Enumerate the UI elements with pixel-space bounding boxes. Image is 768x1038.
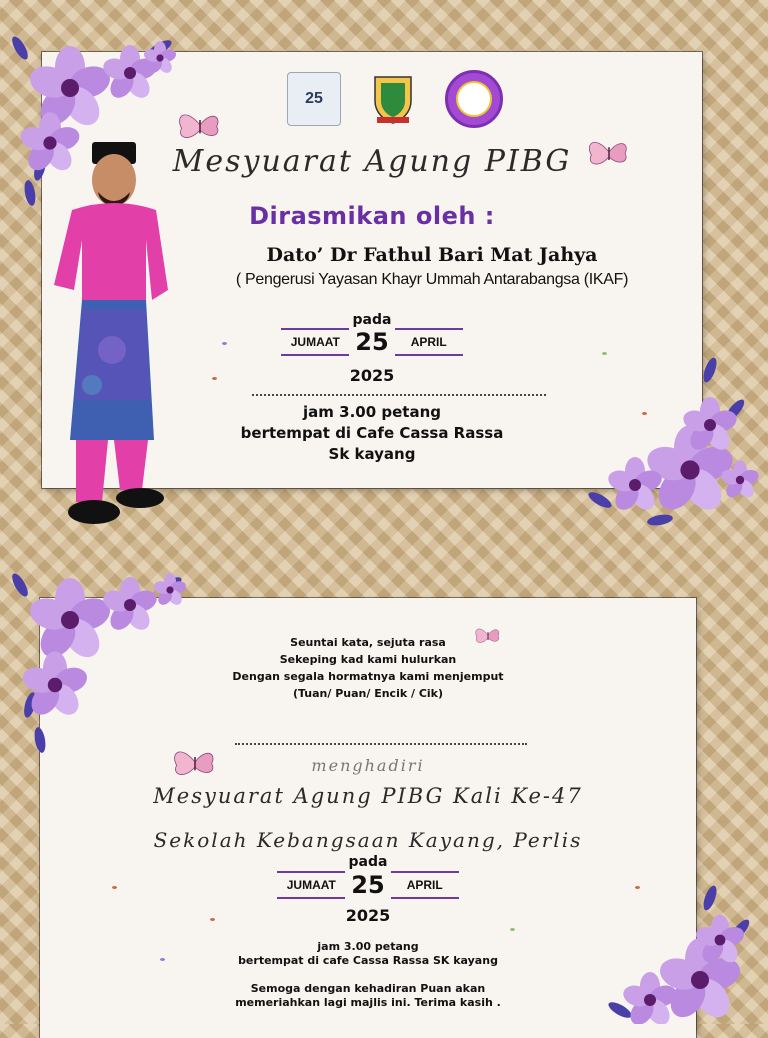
time-text: jam 3.00 petang [303,403,441,421]
school-anniversary-logo [287,72,341,126]
flower-cluster-top-left [0,18,200,218]
poem-line-2: Sekeping kad kami hulurkan [279,653,457,666]
attend-label: menghadiri [311,756,425,775]
butterfly-icon [170,735,220,789]
event-title: Mesyuarat Agung PIBG [172,144,572,179]
venue-block [162,402,582,465]
date-block [190,871,546,899]
confetti-dot [210,918,215,921]
venue-line-2: Sk kayang [328,445,416,463]
venue-line-1: bertempat di Cafe Cassa Rassa [240,424,504,442]
day-label: JUMAAT [277,871,345,899]
crest-shield-icon [371,73,415,125]
closing-line-1: Semoga dengan kehadiran Puan akan [250,982,486,995]
date-number: 25 [351,871,385,899]
butterfly-icon [585,128,633,176]
confetti-dot [112,886,117,889]
school-name: Sekolah Kebangsaan Kayang, Perlis [153,828,583,852]
year-label: 2025 [345,906,391,925]
confetti-dot [212,377,217,380]
poem-line-4: (Tuan/ Puan/ Encik / Cik) [292,687,444,700]
month-label: APRIL [391,871,459,899]
state-crest-logo [367,73,419,125]
guest-name: Dato’ Dr Fathul Bari Mat Jahya [266,244,598,266]
year-label: 2025 [349,366,395,385]
pibg-logo [445,70,503,128]
dotted-divider [252,394,546,396]
date-number: 25 [355,328,389,356]
flower-cluster-bottom-right [590,880,768,1024]
butterfly-icon [473,620,503,650]
poem-line-3: Dengan segala hormatnya kami menjemput [232,670,504,683]
flower-cluster-bottom-right [560,350,768,540]
officiated-by-label: Dirasmikan oleh : [249,202,495,230]
school-logo-number: 25 [305,90,323,107]
flower-cluster-left [0,555,210,755]
pada-label: pada [352,312,392,328]
time-text: jam 3.00 petang [317,940,419,953]
butterfly-icon [175,100,225,150]
venue-text: bertempat di cafe Cassa Rassa SK kayang [238,954,498,967]
dotted-divider [235,743,527,745]
poem-line-1: Seuntai kata, sejuta rasa [290,636,446,649]
confetti-dot [160,958,165,961]
confetti-dot [222,342,227,345]
confetti-dot [510,928,515,931]
pada-label: pada [348,854,388,870]
event-name: Mesyuarat Agung PIBG Kali Ke-47 [153,784,583,808]
guest-role: ( Pengerusi Yayasan Khayr Ummah Antarabangsa (IKAF) [235,271,629,288]
month-label: APRIL [395,328,463,356]
logo-row [287,70,503,128]
day-label: JUMAAT [281,328,349,356]
closing-line-2: memeriahkan lagi majlis ini. Terima kasih . [235,996,501,1009]
